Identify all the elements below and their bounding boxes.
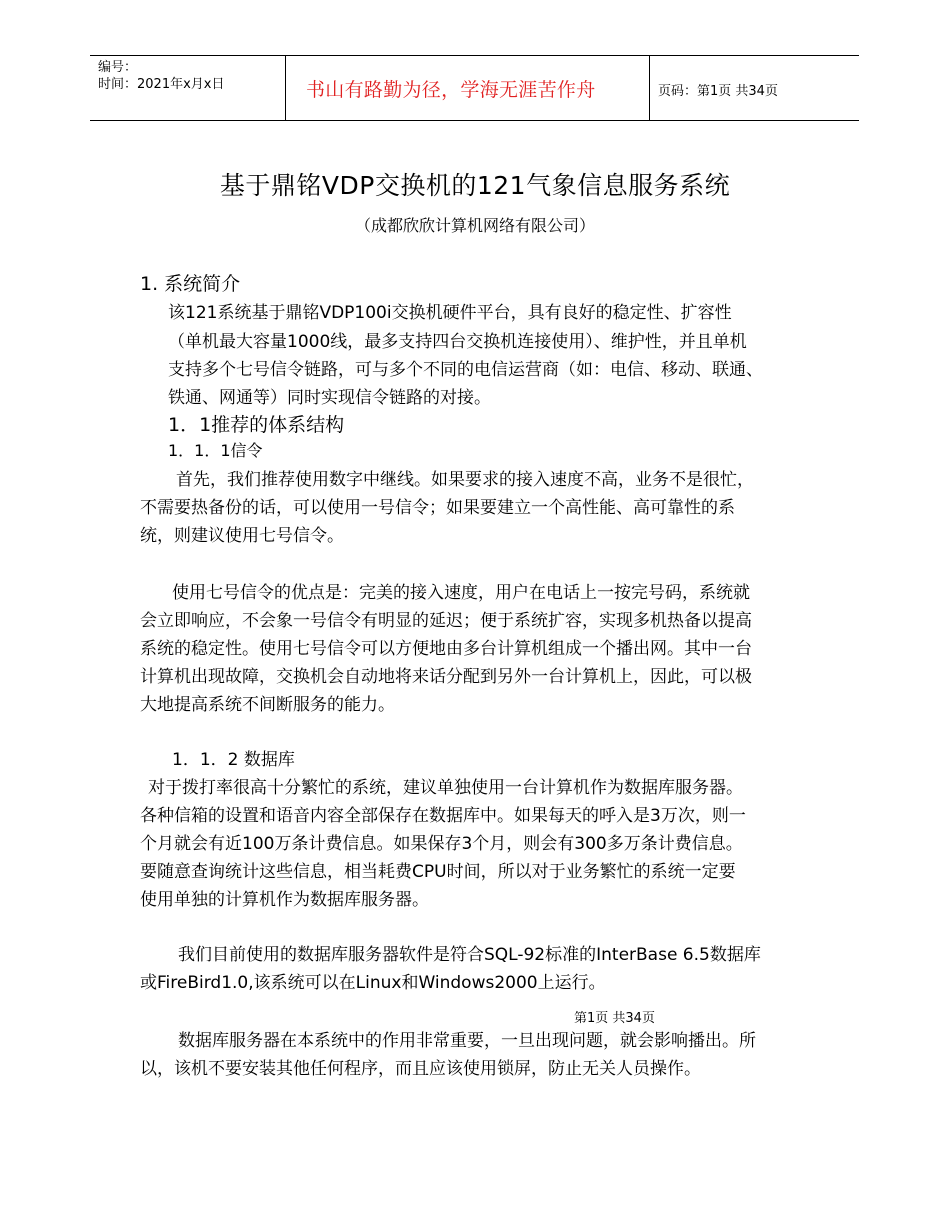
paragraph-line: 系统的稳定性。使用七号信令可以方便地由多台计算机组成一个播出网。其中一台 bbox=[140, 639, 752, 659]
paragraph-line: 各种信箱的设置和语音内容全部保存在数据库中。如果每天的呼入是3万次，则一 bbox=[140, 806, 746, 826]
document-title: 基于鼎铭VDP交换机的121气象信息服务系统 bbox=[219, 171, 731, 200]
paragraph-line: 不需要热备份的话，可以使用一号信令；如果要建立一个高性能、高可靠性的系 bbox=[140, 498, 735, 518]
paragraph-line: 首先，我们推荐使用数字中继线。如果要求的接入速度不高，业务不是很忙， bbox=[176, 470, 754, 490]
paragraph-line: （单机最大容量1000线，最多支持四台交换机连接使用）、维护性，并且单机 bbox=[168, 332, 747, 352]
document-header bbox=[90, 55, 859, 121]
paragraph-line: 统，则建议使用七号信令。 bbox=[140, 526, 344, 546]
paragraph-line: 铁通、网通等）同时实现信令链路的对接。 bbox=[168, 388, 491, 408]
header-page-cell bbox=[650, 56, 859, 120]
paragraph-line: 对于拨打率很高十分繁忙的系统，建议单独使用一台计算机作为数据库服务器。 bbox=[148, 778, 743, 798]
page-footer: 第1页 共34页 bbox=[574, 1011, 655, 1026]
paragraph-line: 要随意查询统计这些信息，相当耗费CPU时间，所以对于业务繁忙的系统一定要 bbox=[140, 862, 736, 882]
section-heading-1-1: 1．1推荐的体系结构 bbox=[168, 414, 345, 436]
document-subtitle: （成都欣欣计算机网络有限公司） bbox=[354, 216, 595, 235]
paragraph-line: 使用单独的计算机作为数据库服务器。 bbox=[140, 890, 429, 910]
paragraph-line: 个月就会有近100万条计费信息。如果保存3个月，则会有300多万条计费信息。 bbox=[140, 834, 743, 854]
paragraph-line: 数据库服务器在本系统中的作用非常重要，一旦出现问题，就会影响播出。所 bbox=[178, 1031, 756, 1051]
paragraph-line: 计算机出现故障，交换机会自动地将来话分配到另外一台计算机上，因此，可以极 bbox=[140, 667, 752, 687]
header-meta-cell bbox=[90, 56, 286, 120]
paragraph-line: 支持多个七号信令链路，可与多个不同的电信运营商（如：电信、移动、联通、 bbox=[168, 360, 763, 380]
paragraph-line: 以，该机不要安装其他任何程序，而且应该使用锁屏，防止无关人员操作。 bbox=[140, 1059, 701, 1079]
section-heading-1-1-1: 1．1．1信令 bbox=[168, 441, 263, 460]
section-heading-1: 1. 系统简介 bbox=[140, 273, 241, 295]
paragraph-line: 大地提高系统不间断服务的能力。 bbox=[140, 695, 395, 715]
code-label: 编号： bbox=[98, 60, 138, 75]
motto-text: 书山有路勤为径，学海无涯苦作舟 bbox=[306, 79, 596, 101]
paragraph-line: 该121系统基于鼎铭VDP100i交换机硬件平台，具有良好的稳定性、扩容性 bbox=[168, 303, 732, 323]
paragraph-line: 我们目前使用的数据库服务器软件是符合SQL-92标准的InterBase 6.5数据库 bbox=[178, 945, 761, 965]
time-label: 时间：2021年x月x日 bbox=[98, 77, 225, 92]
page-info: 页码：第1页 共34页 bbox=[658, 84, 778, 99]
paragraph-line: 或FireBird1.0,该系统可以在Linux和Windows2000上运行。 bbox=[140, 973, 606, 993]
paragraph-line: 会立即响应，不会象一号信令有明显的延迟；便于系统扩容，实现多机热备以提高 bbox=[140, 611, 752, 631]
section-heading-1-1-2: 1．1．2 数据库 bbox=[172, 750, 295, 770]
paragraph-line: 使用七号信令的优点是：完美的接入速度，用户在电话上一按完号码，系统就 bbox=[172, 583, 750, 603]
header-motto-cell bbox=[286, 56, 650, 120]
